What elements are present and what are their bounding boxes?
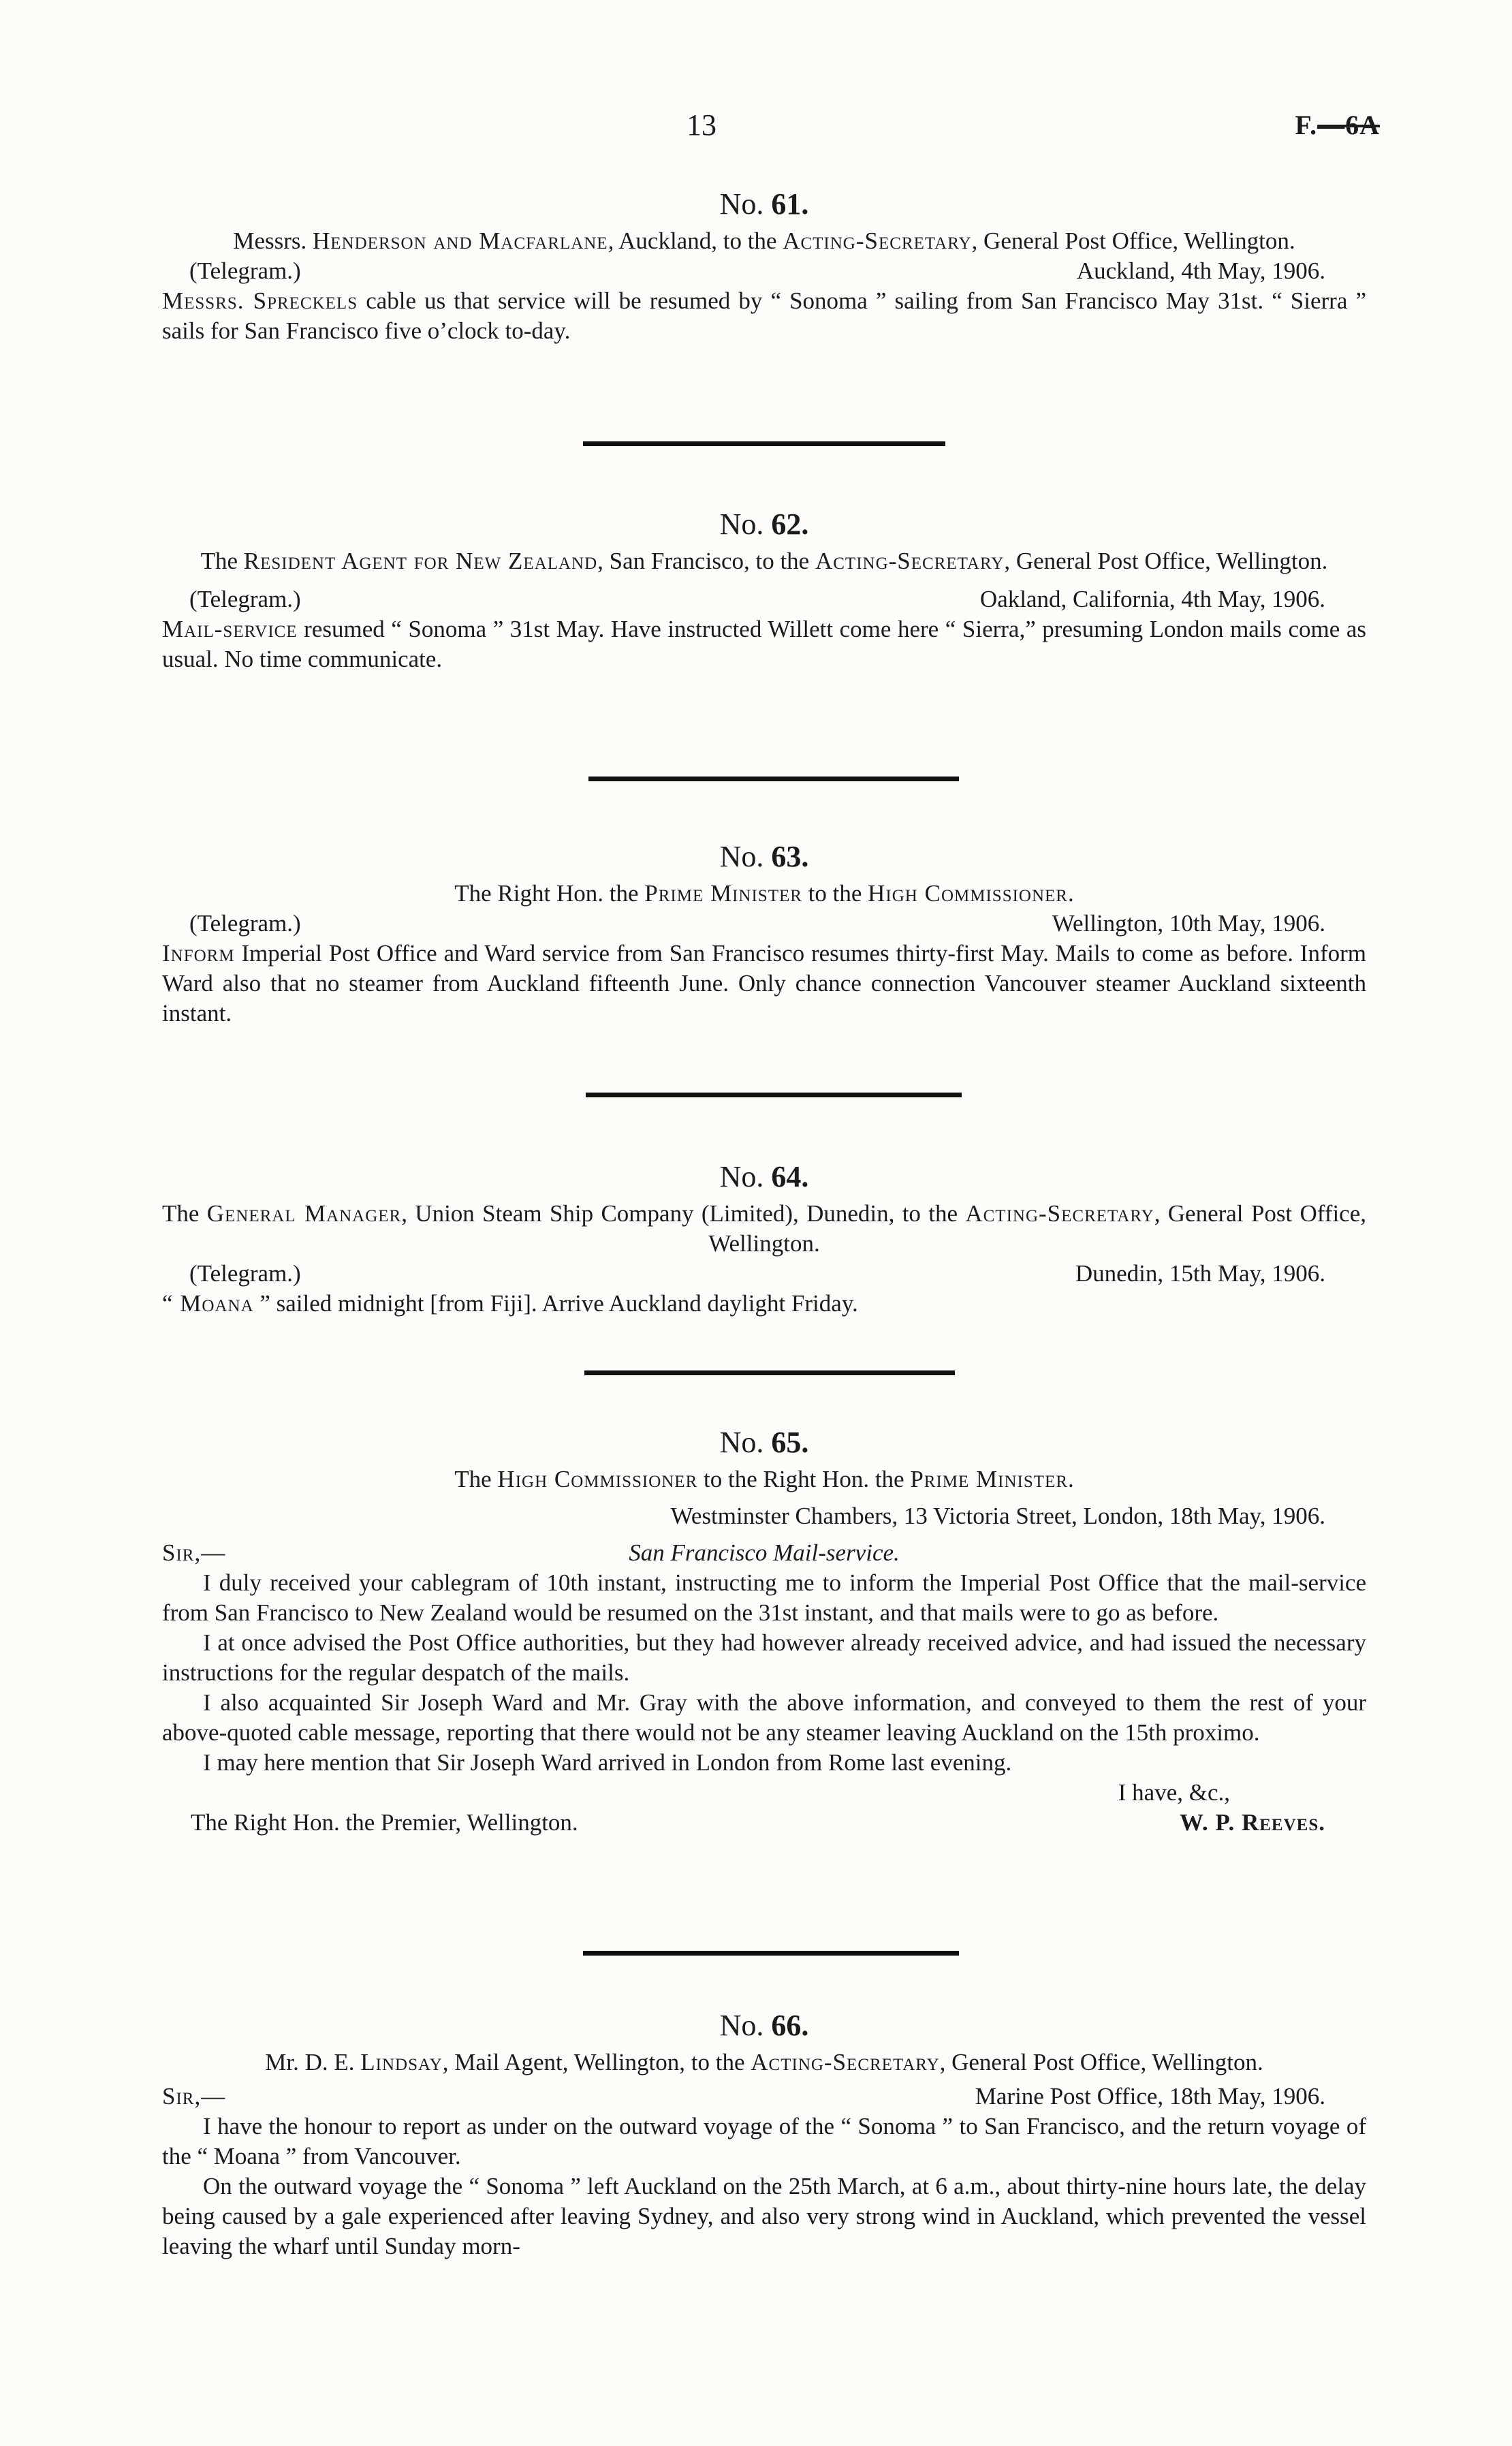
letter-paragraph: I may here mention that Sir Joseph Ward arrived in London from Rome last evening. bbox=[203, 1749, 1012, 1776]
telegram-body: Inform Imperial Post Office and Ward service from San Francisco resumes thirty-first May. Mails to come as before. Inform Ward also that no steamer from Auckland fifteenth June. Only chance connection Vancouver steamer Auckland sixteenth instant. bbox=[162, 940, 1366, 1026]
place-date: Oakland, California, 4th May, 1906. bbox=[979, 586, 1325, 612]
entry-number: No. 64. bbox=[719, 1160, 809, 1193]
letter-address: Westminster Chambers, 13 Victoria Street, London, 18th May, 1906. bbox=[670, 1503, 1325, 1529]
document-page bbox=[162, 0, 1380, 2446]
section-divider bbox=[583, 441, 945, 446]
addressee: The Right Hon. the Premier, Wellington. bbox=[191, 1809, 578, 1836]
entry-heading: The Resident Agent for New Zealand, San Francisco, to the Acting-Secretary, General Post Office, Wellington. bbox=[200, 548, 1328, 574]
entry-number: No. 65. bbox=[719, 1426, 809, 1459]
place-date: Marine Post Office, 18th May, 1906. bbox=[975, 2083, 1325, 2110]
entry-number: No. 62. bbox=[719, 507, 809, 541]
page-number: 13 bbox=[687, 108, 716, 142]
series-struck: —6A bbox=[1317, 110, 1380, 140]
letter-paragraph: On the outward voyage the “ Sonoma ” left Auckland on the 25th March, at 6 a.m., about thirty-nine hours late, the delay being caused by a gale experienced after leaving Sydney, and also very strong wind in Auckland, which prevented the vessel leaving the wharf until Sunday morn- bbox=[162, 2173, 1366, 2259]
entry-65 bbox=[162, 1424, 1366, 1838]
entry-number: No. 63. bbox=[719, 840, 809, 873]
letter-paragraph: I at once advised the Post Office authorities, but they had however already received advice, and had issued the necessary instructions for the regular despatch of the mails. bbox=[162, 1629, 1366, 1686]
letter-paragraph: I duly received your cablegram of 10th instant, instructing me to inform the Imperial Post Office that the mail-service from San Francisco to New Zealand would be resumed on the 31st instant, and that mails were to go as before. bbox=[162, 1569, 1366, 1626]
section-divider bbox=[583, 1951, 959, 1956]
salutation-line bbox=[162, 2082, 1366, 2112]
series-reference bbox=[1295, 110, 1380, 140]
entry-66 bbox=[162, 2007, 1366, 2261]
entry-number: No. 61. bbox=[719, 187, 809, 221]
entry-61 bbox=[162, 185, 1366, 346]
salutation: Sir,— bbox=[162, 1539, 226, 1566]
salutation: Sir,— bbox=[162, 2083, 226, 2110]
place-date: Auckland, 4th May, 1906. bbox=[1076, 257, 1325, 284]
entry-heading: The General Manager, Union Steam Ship Company (Limited), Dunedin, to the Acting-Secretary, General Post Office, Wellington. bbox=[162, 1200, 1366, 1257]
letter-paragraph: I have the honour to report as under on the outward voyage of the “ Sonoma ” to San Francisco, and the return voyage of the “ Moana ” from Vancouver. bbox=[162, 2113, 1366, 2169]
section-divider bbox=[586, 1093, 962, 1097]
letter-subject: San Francisco Mail-service. bbox=[629, 1539, 900, 1566]
entry-heading: Messrs. Henderson and Macfarlane, Auckland, to the Acting-Secretary, General Post Office, Wellington. bbox=[233, 228, 1295, 254]
entry-64 bbox=[162, 1158, 1366, 1319]
telegram-line bbox=[162, 584, 1366, 614]
closing: I have, &c., bbox=[1118, 1779, 1230, 1806]
entry-heading: Mr. D. E. Lindsay, Mail Agent, Wellington, to the Acting-Secretary, General Post Office, Wellington. bbox=[265, 2049, 1263, 2075]
signature-line bbox=[162, 1808, 1366, 1838]
entry-heading: The Right Hon. the Prime Minister to the High Commissioner. bbox=[454, 880, 1074, 907]
telegram-line bbox=[162, 909, 1366, 939]
entry-number: No. 66. bbox=[719, 2009, 809, 2042]
telegram-body: “ Moana ” sailed midnight [from Fiji]. Arrive Auckland daylight Friday. bbox=[162, 1290, 858, 1317]
telegram-label: (Telegram.) bbox=[189, 586, 301, 612]
series-prefix: F. bbox=[1295, 110, 1318, 140]
telegram-body: Messrs. Spreckels cable us that service will be resumed by “ Sonoma ” sailing from San Francisco May 31st. “ Sierra ” sails for San Francisco five o’clock to-day. bbox=[162, 287, 1366, 344]
telegram-body: Mail-service resumed “ Sonoma ” 31st May. Have instructed Willett come here “ Sierra,” presuming London mails come as usual. No time communicate. bbox=[162, 616, 1366, 672]
signature: W. P. Reeves. bbox=[1180, 1809, 1325, 1836]
telegram-line bbox=[162, 256, 1366, 286]
telegram-label: (Telegram.) bbox=[189, 1260, 301, 1287]
place-date: Dunedin, 15th May, 1906. bbox=[1075, 1260, 1325, 1287]
entry-62 bbox=[162, 505, 1366, 674]
telegram-label: (Telegram.) bbox=[189, 910, 301, 937]
telegram-label: (Telegram.) bbox=[189, 257, 301, 284]
place-date: Wellington, 10th May, 1906. bbox=[1052, 910, 1325, 937]
section-divider bbox=[588, 777, 959, 781]
telegram-line bbox=[162, 1259, 1366, 1289]
entry-63 bbox=[162, 838, 1366, 1029]
entry-heading: The High Commissioner to the Right Hon. the Prime Minister. bbox=[454, 1466, 1074, 1492]
section-divider bbox=[584, 1370, 955, 1375]
page-header bbox=[162, 108, 1380, 151]
letter-paragraph: I also acquainted Sir Joseph Ward and Mr. Gray with the above information, and conveyed to them the rest of your above-quoted cable message, reporting that there would not be any steamer leaving Auckland on the 15th proximo. bbox=[162, 1689, 1366, 1746]
